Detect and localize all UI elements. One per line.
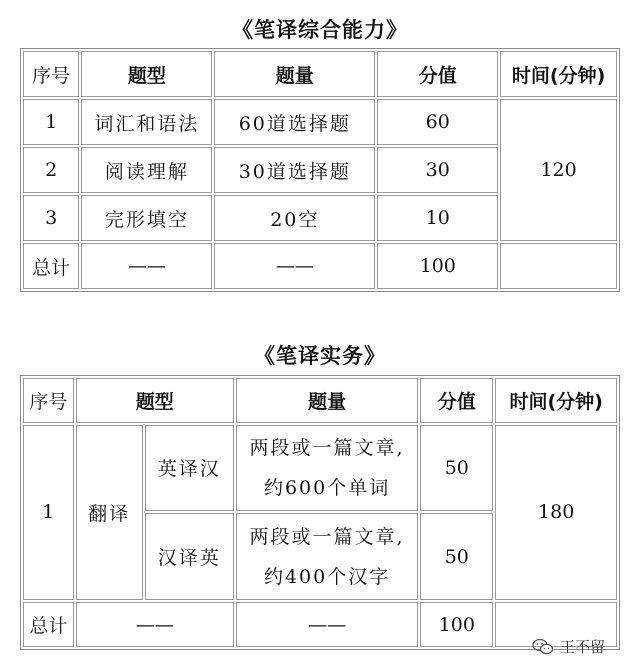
cell-count [236,425,418,512]
cell-type: 阅读理解 [81,147,212,193]
total-count-dash: —— [236,602,418,647]
total-time-empty [500,243,617,289]
total-row [23,602,617,647]
table-row [23,425,617,512]
cell-count: 60道选择题 [214,99,375,145]
cell-time: 120 [500,99,617,241]
count-line-2: 约600个单词 [263,476,391,499]
cell-score: 10 [377,195,498,241]
total-score: 100 [377,243,498,289]
table-translation-practice [20,375,620,650]
cell-score: 30 [377,147,498,193]
cell-score: 50 [420,425,493,512]
watermark [532,636,605,657]
header-score: 分值 [420,378,493,423]
header-no: 序号 [23,378,74,423]
header-no: 序号 [23,51,79,97]
total-count-dash: —— [214,243,375,289]
table-row [23,99,617,145]
total-label: 总计 [23,243,79,289]
cell-score: 50 [420,513,493,600]
count-line-2: 约400个汉字 [263,565,391,588]
cell-category: 翻译 [76,425,143,601]
cell-no: 1 [23,425,74,601]
header-count: 题量 [236,378,418,423]
header-type: 题型 [81,51,212,97]
cell-subtype: 英译汉 [145,425,234,512]
cell-count [236,513,418,600]
cell-score: 60 [377,99,498,145]
table-written-comprehensive [20,48,620,292]
header-count: 题量 [214,51,375,97]
cell-no: 1 [23,99,79,145]
cell-no: 3 [23,195,79,241]
total-type-dash: —— [76,602,234,647]
cell-no: 2 [23,147,79,193]
watermark-text: 王不留 [560,638,606,656]
cell-count: 20空 [214,195,375,241]
total-row [23,243,617,289]
total-type-dash: —— [81,243,212,289]
header-score: 分值 [377,51,498,97]
header-time: 时间(分钟) [500,51,617,97]
total-score: 100 [420,602,493,647]
total-label: 总计 [23,602,74,647]
cell-time: 180 [495,425,617,601]
header-time: 时间(分钟) [495,378,617,423]
table1-title: 《笔译综合能力》 [232,18,408,42]
wechat-icon [532,638,554,656]
cell-type: 词汇和语法 [81,99,212,145]
header-type: 题型 [76,378,234,423]
cell-subtype: 汉译英 [145,513,234,600]
count-line-1: 两段或一篇文章, [249,525,405,548]
cell-count: 30道选择题 [214,147,375,193]
cell-type: 完形填空 [81,195,212,241]
table2-title: 《笔译实务》 [254,344,386,368]
count-line-1: 两段或一篇文章, [249,436,405,459]
